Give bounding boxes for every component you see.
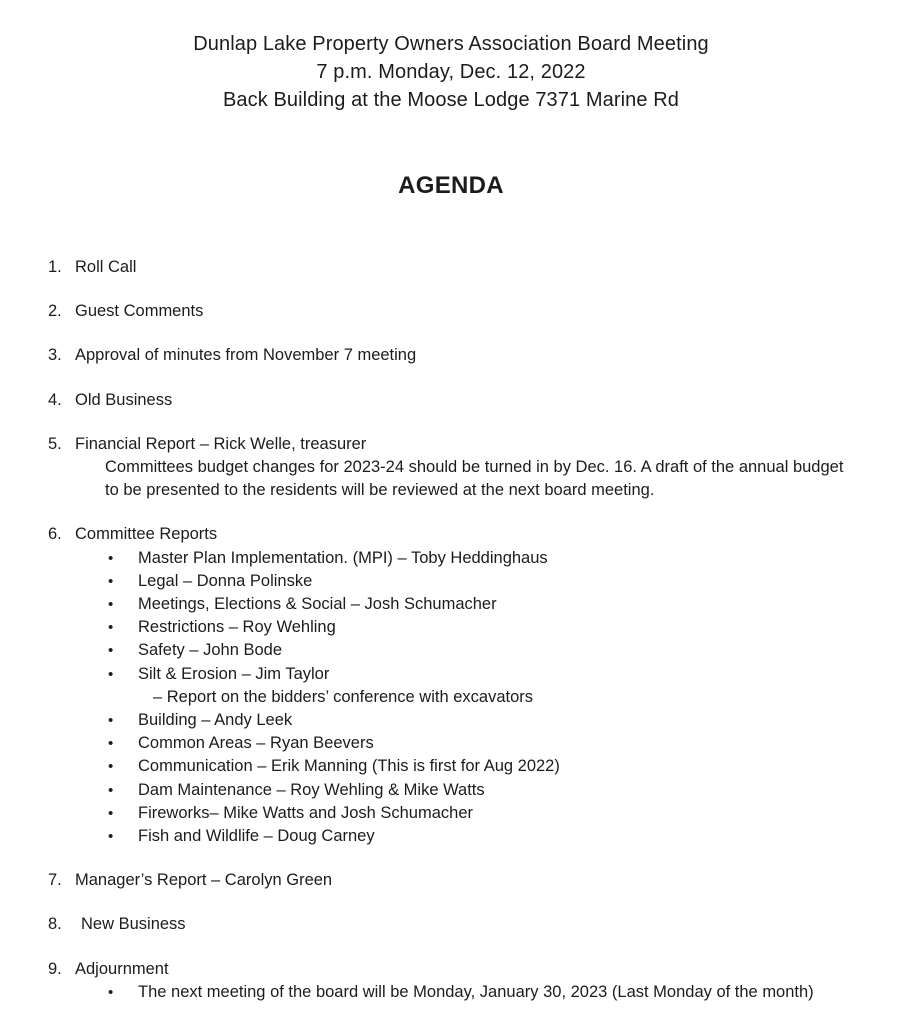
bullet-text: Building – Andy Leek — [138, 711, 293, 730]
header-meeting-location: Back Building at the Moose Lodge 7371 Marine Rd — [222, 89, 680, 111]
item-text: Manager’s Report – Carolyn Green — [75, 871, 333, 890]
bullet-icon: • — [108, 665, 114, 683]
committee-bullet-legal — [48, 570, 882, 593]
item-number: 5. — [48, 434, 62, 453]
silt-erosion-sub-note: – Report on the bidders’ conference with excavators — [153, 687, 534, 706]
bullet-text: Dam Maintenance – Roy Wehling & Mike Watts — [138, 780, 485, 799]
item-text: Committee Reports — [75, 525, 218, 544]
bullet-icon: • — [108, 572, 114, 590]
item-number: 4. — [48, 390, 62, 409]
document-header — [0, 30, 902, 114]
bullet-text: The next meeting of the board will be Monday, January 30, 2023 (Last Monday of the month) — [138, 982, 814, 1001]
item-text: Guest Comments — [75, 302, 204, 321]
bullet-icon: • — [108, 712, 114, 730]
financial-report-note: Committees budget changes for 2023-24 should be turned in by Dec. 16. A draft of the annual budget to be presented to the residents will be reviewed at the next board meeting. — [105, 458, 844, 500]
agenda-item-adjournment — [48, 958, 882, 1004]
item-number: 2. — [48, 302, 62, 321]
item-text: Financial Report – Rick Welle, treasurer — [75, 434, 367, 453]
bullet-text: Communication – Erik Manning (This is first for Aug 2022) — [138, 757, 560, 776]
item-text: Old Business — [75, 390, 173, 409]
committee-bullet-silt-erosion — [48, 663, 882, 686]
committee-bullet-safety — [48, 639, 882, 662]
bullet-icon: • — [108, 619, 114, 637]
header-meeting-datetime: 7 p.m. Monday, Dec. 12, 2022 — [316, 61, 586, 83]
agenda-list — [0, 256, 902, 1004]
item-number: 1. — [48, 258, 62, 276]
agenda-title: AGENDA — [398, 172, 504, 199]
bullet-icon: • — [108, 781, 114, 799]
bullet-icon: • — [108, 804, 114, 822]
committee-bullet-fireworks — [48, 802, 882, 825]
committee-bullet-common-areas — [48, 732, 882, 755]
agenda-item-roll-call — [48, 256, 882, 279]
bullet-icon: • — [108, 549, 114, 567]
agenda-item-committee-reports — [48, 523, 882, 848]
agenda-item-financial-report — [48, 433, 882, 503]
item-text: Roll Call — [75, 258, 137, 276]
committee-bullet-communication — [48, 755, 882, 778]
bullet-icon: • — [108, 828, 114, 846]
item-text: New Business — [81, 915, 186, 934]
agenda-item-minutes-approval — [48, 344, 882, 367]
bullet-text: Fireworks– Mike Watts and Josh Schumacher — [138, 803, 474, 822]
committee-bullet-restrictions — [48, 616, 882, 639]
agenda-item-new-business — [48, 913, 882, 936]
adjournment-bullet-next-meeting — [48, 981, 882, 1004]
committee-bullet-meetings-elections-social — [48, 593, 882, 616]
bullet-icon: • — [108, 596, 114, 614]
bullet-text: Master Plan Implementation. (MPI) – Toby Heddinghaus — [138, 548, 548, 567]
item-number: 8. — [48, 915, 62, 934]
item-number: 7. — [48, 871, 62, 890]
agenda-item-managers-report — [48, 869, 882, 892]
header-meeting-title: Dunlap Lake Property Owners Association Board Meeting — [193, 33, 709, 55]
bullet-text: Silt & Erosion – Jim Taylor — [138, 664, 330, 683]
bullet-icon: • — [108, 642, 114, 660]
item-number: 3. — [48, 346, 62, 365]
committee-bullet-building — [48, 709, 882, 732]
item-number: 9. — [48, 959, 62, 978]
adjournment-bullet-list — [48, 981, 882, 1004]
committee-reports-bullet-list — [48, 547, 882, 849]
bullet-text: Restrictions – Roy Wehling — [138, 618, 336, 637]
bullet-text: Common Areas – Ryan Beevers — [138, 734, 374, 753]
item-text: Approval of minutes from November 7 meeting — [75, 346, 417, 365]
item-number: 6. — [48, 525, 62, 544]
bullet-icon: • — [108, 758, 114, 776]
committee-bullet-mpi — [48, 547, 882, 570]
bullet-text: Legal – Donna Polinske — [138, 571, 313, 590]
item-text: Adjournment — [75, 959, 169, 978]
bullet-text: Safety – John Bode — [138, 641, 283, 660]
bullet-icon: • — [108, 735, 114, 753]
agenda-item-old-business — [48, 389, 882, 412]
bullet-icon: • — [108, 983, 114, 1001]
agenda-item-guest-comments — [48, 300, 882, 323]
bullet-text: Fish and Wildlife – Doug Carney — [138, 827, 375, 846]
committee-bullet-dam-maintenance — [48, 779, 882, 802]
bullet-text: Meetings, Elections & Social – Josh Schumacher — [138, 595, 497, 614]
committee-bullet-fish-wildlife — [48, 825, 882, 848]
